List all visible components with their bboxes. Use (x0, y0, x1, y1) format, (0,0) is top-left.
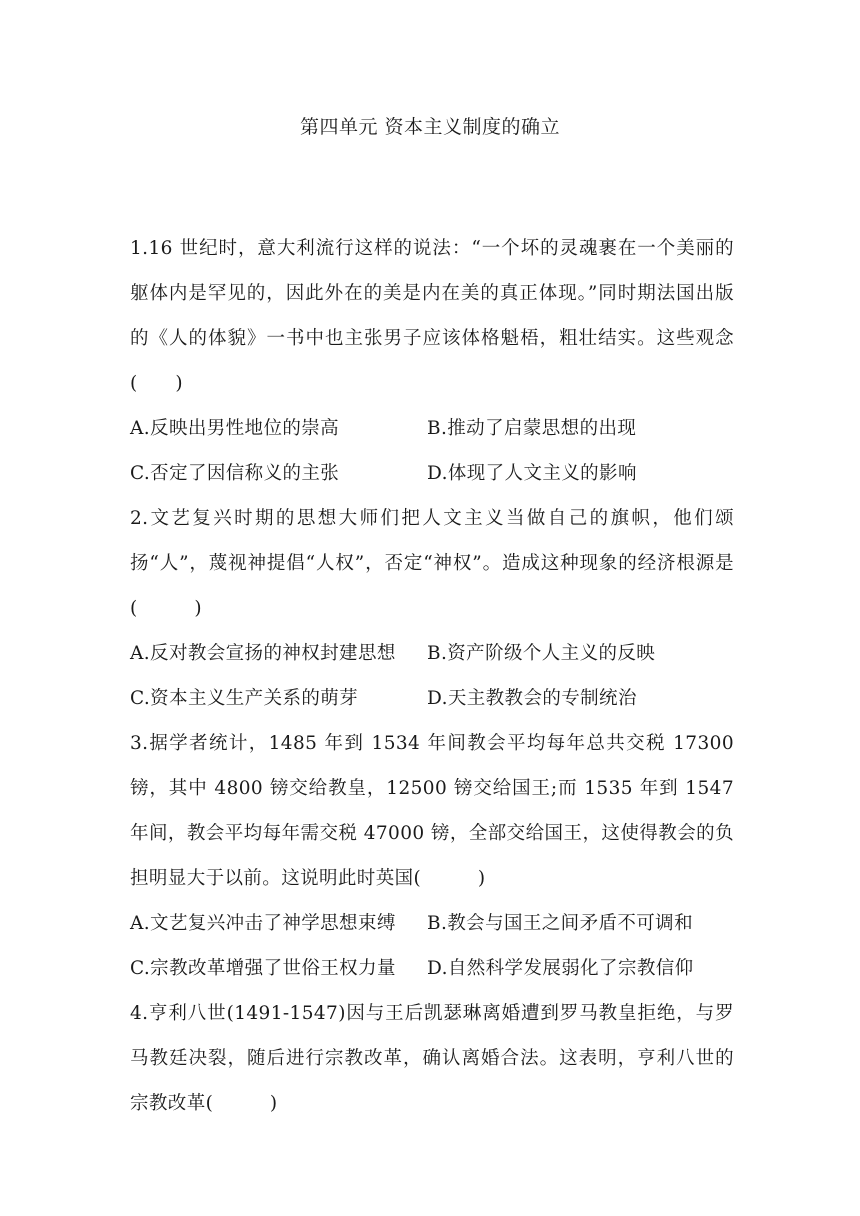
question-1-option-c: C.否定了因信称义的主张 (130, 463, 340, 484)
unit-title: 第四单元 资本主义制度的确立 (299, 116, 561, 138)
question-3-option-a: A.文艺复兴冲击了神学思想束缚 (130, 913, 396, 934)
question-2-stem: 2.文艺复兴时期的思想大师们把人文主义当做自己的旗帜，他们颂扬“人”，蔑视神提倡“人权”，否定“神权”。造成这种现象的经济根源是( ) (130, 508, 734, 619)
question-3 (130, 721, 734, 991)
question-1-option-b: B.推动了启蒙思想的出现 (427, 418, 637, 439)
question-4 (130, 991, 734, 1126)
question-3-options-row-1 (130, 901, 734, 946)
question-2-option-b: B.资产阶级个人主义的反映 (427, 643, 656, 664)
question-1-options-row-2 (130, 451, 734, 496)
question-1-stem: 1.16 世纪时，意大利流行这样的说法：“一个坏的灵魂裹在一个美丽的躯体内是罕见的，因此外在的美是内在美的真正体现。”同时期法国出版的《人的体貌》一书中也主张男子应该体格魁梧，粗壮结实。这些观念( ) (130, 238, 734, 394)
question-1-option-a: A.反映出男性地位的崇高 (130, 418, 340, 439)
question-2-option-c: C.资本主义生产关系的萌芽 (130, 688, 359, 709)
question-3-option-c: C.宗教改革增强了世俗王权力量 (130, 958, 396, 979)
question-3-option-d: D.自然科学发展弱化了宗教信仰 (427, 958, 694, 979)
question-2-option-d: D.天主教教会的专制统治 (427, 688, 637, 709)
question-1-options-row-1 (130, 406, 734, 451)
question-list (130, 226, 734, 1126)
question-4-stem: 4.亨利八世(1491-1547)因与王后凯瑟琳离婚遭到罗马教皇拒绝，与罗马教廷决裂，随后进行宗教改革，确认离婚合法。这表明，亨利八世的宗教改革( ) (130, 1003, 734, 1114)
question-3-stem: 3.据学者统计，1485 年到 1534 年间教会平均每年总共交税 17300 镑，其中 4800 镑交给教皇，12500 镑交给国王;而 1535 年到 1547 年间，教会平均每年需交税 47000 镑，全部交给国王，这使得教会的负担明显大于以前。这说明此时英国( ) (130, 733, 734, 889)
question-3-options-row-2 (130, 946, 734, 991)
question-3-option-b: B.教会与国王之间矛盾不可调和 (427, 913, 693, 934)
question-2-option-a: A.反对教会宣扬的神权封建思想 (130, 643, 396, 664)
question-2-options-row-1 (130, 631, 734, 676)
question-2 (130, 496, 734, 721)
question-1-option-d: D.体现了人文主义的影响 (427, 463, 637, 484)
question-2-options-row-2 (130, 676, 734, 721)
question-1 (130, 226, 734, 496)
